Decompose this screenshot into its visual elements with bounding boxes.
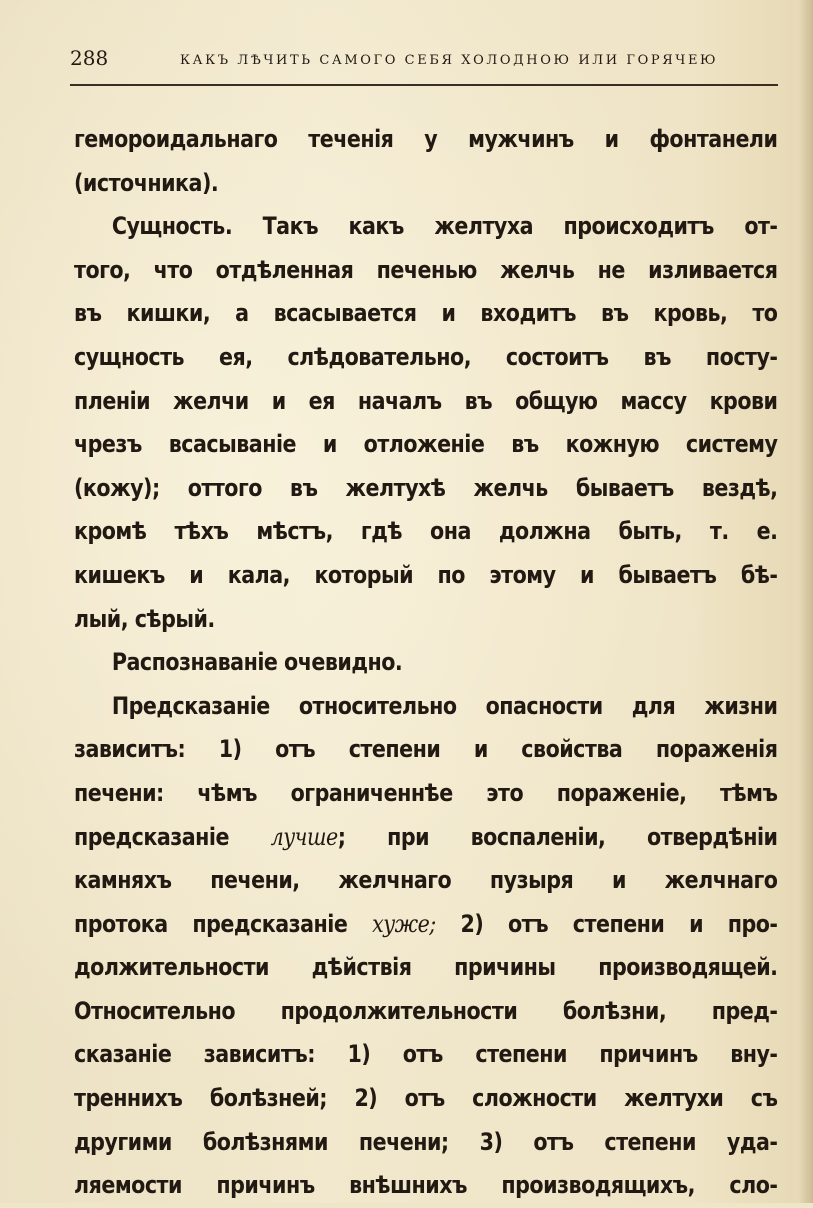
text-fragment: протока предсказаніе xyxy=(74,909,373,938)
text-line: печени: чѣмъ ограниченнѣе это пораженіе, тѣмъ xyxy=(74,778,778,807)
text-line: кромѣ тѣхъ мѣстъ, гдѣ она должна быть, т. е. xyxy=(74,517,778,546)
text-line: кишекъ и кала, который по этому и бываетъ бѣ- xyxy=(74,560,778,589)
text-fragment: 2) отъ степени и про- xyxy=(435,909,778,938)
text-line: того, что отдѣленная печенью желчь не изливается xyxy=(74,255,778,284)
page-edge-shadow xyxy=(799,0,813,1203)
paragraph-first-line: Распознаваніе очевидно. xyxy=(111,648,403,677)
paragraph-first-line: Предсказаніе относительно опасности для жизни xyxy=(111,691,778,720)
text-line xyxy=(74,816,777,860)
text-line: должительности дѣйствія причины производящей. xyxy=(74,953,778,982)
text-fragment: предсказаніе xyxy=(74,822,271,851)
running-head: КАКЪ ЛѢЧИТЬ САМОГО СЕБЯ ХОЛОДНОЮ ИЛИ ГОРЯЧЕЮ xyxy=(180,53,719,68)
header-rule xyxy=(70,84,778,86)
text-line: треннихъ болѣзней; 2) отъ сложности желтухи съ xyxy=(74,1084,778,1113)
text-line: лый, сѣрый. xyxy=(74,604,215,633)
text-line: (источника). xyxy=(74,168,219,197)
text-line xyxy=(74,903,777,947)
text-line: гемороидальнаго теченія у мужчинъ и фонтанели xyxy=(74,125,778,153)
text-line: пленіи желчи и ея началъ въ общую массу крови xyxy=(74,386,778,415)
page-header xyxy=(70,44,775,78)
italic-word: лучше xyxy=(270,822,338,851)
text-line: другими болѣзнями печени; 3) отъ степени уда- xyxy=(74,1127,778,1156)
text-line: сущность ея, слѣдовательно, состоитъ въ посту- xyxy=(74,342,778,371)
text-line: (кожу); оттого въ желтухѣ желчь бываетъ вездѣ, xyxy=(74,473,778,502)
text-line: Относительно продолжительности болѣзни, пред- xyxy=(74,996,778,1025)
italic-word: хуже; xyxy=(372,909,436,938)
text-line: въ кишки, а всасывается и входитъ въ кровь, то xyxy=(74,299,778,328)
text-line: зависитъ: 1) отъ степени и свойства пораженія xyxy=(74,735,778,764)
text-line: ляемости причинъ внѣшнихъ производящихъ, сло- xyxy=(74,1171,778,1200)
page-number: 288 xyxy=(70,46,109,70)
text-line: камняхъ печени, желчнаго пузыря и желчнаго xyxy=(74,866,778,895)
body-text xyxy=(74,118,778,1208)
text-line: сказаніе зависитъ: 1) отъ степени причинъ вну- xyxy=(74,1040,778,1069)
paragraph-first-line: Сущность. Такъ какъ желтуха происходитъ от- xyxy=(111,212,778,241)
text-fragment: ; при воспаленіи, отвердѣніи xyxy=(337,822,778,851)
text-line: чрезъ всасываніе и отложеніе въ кожную систему xyxy=(74,430,778,459)
